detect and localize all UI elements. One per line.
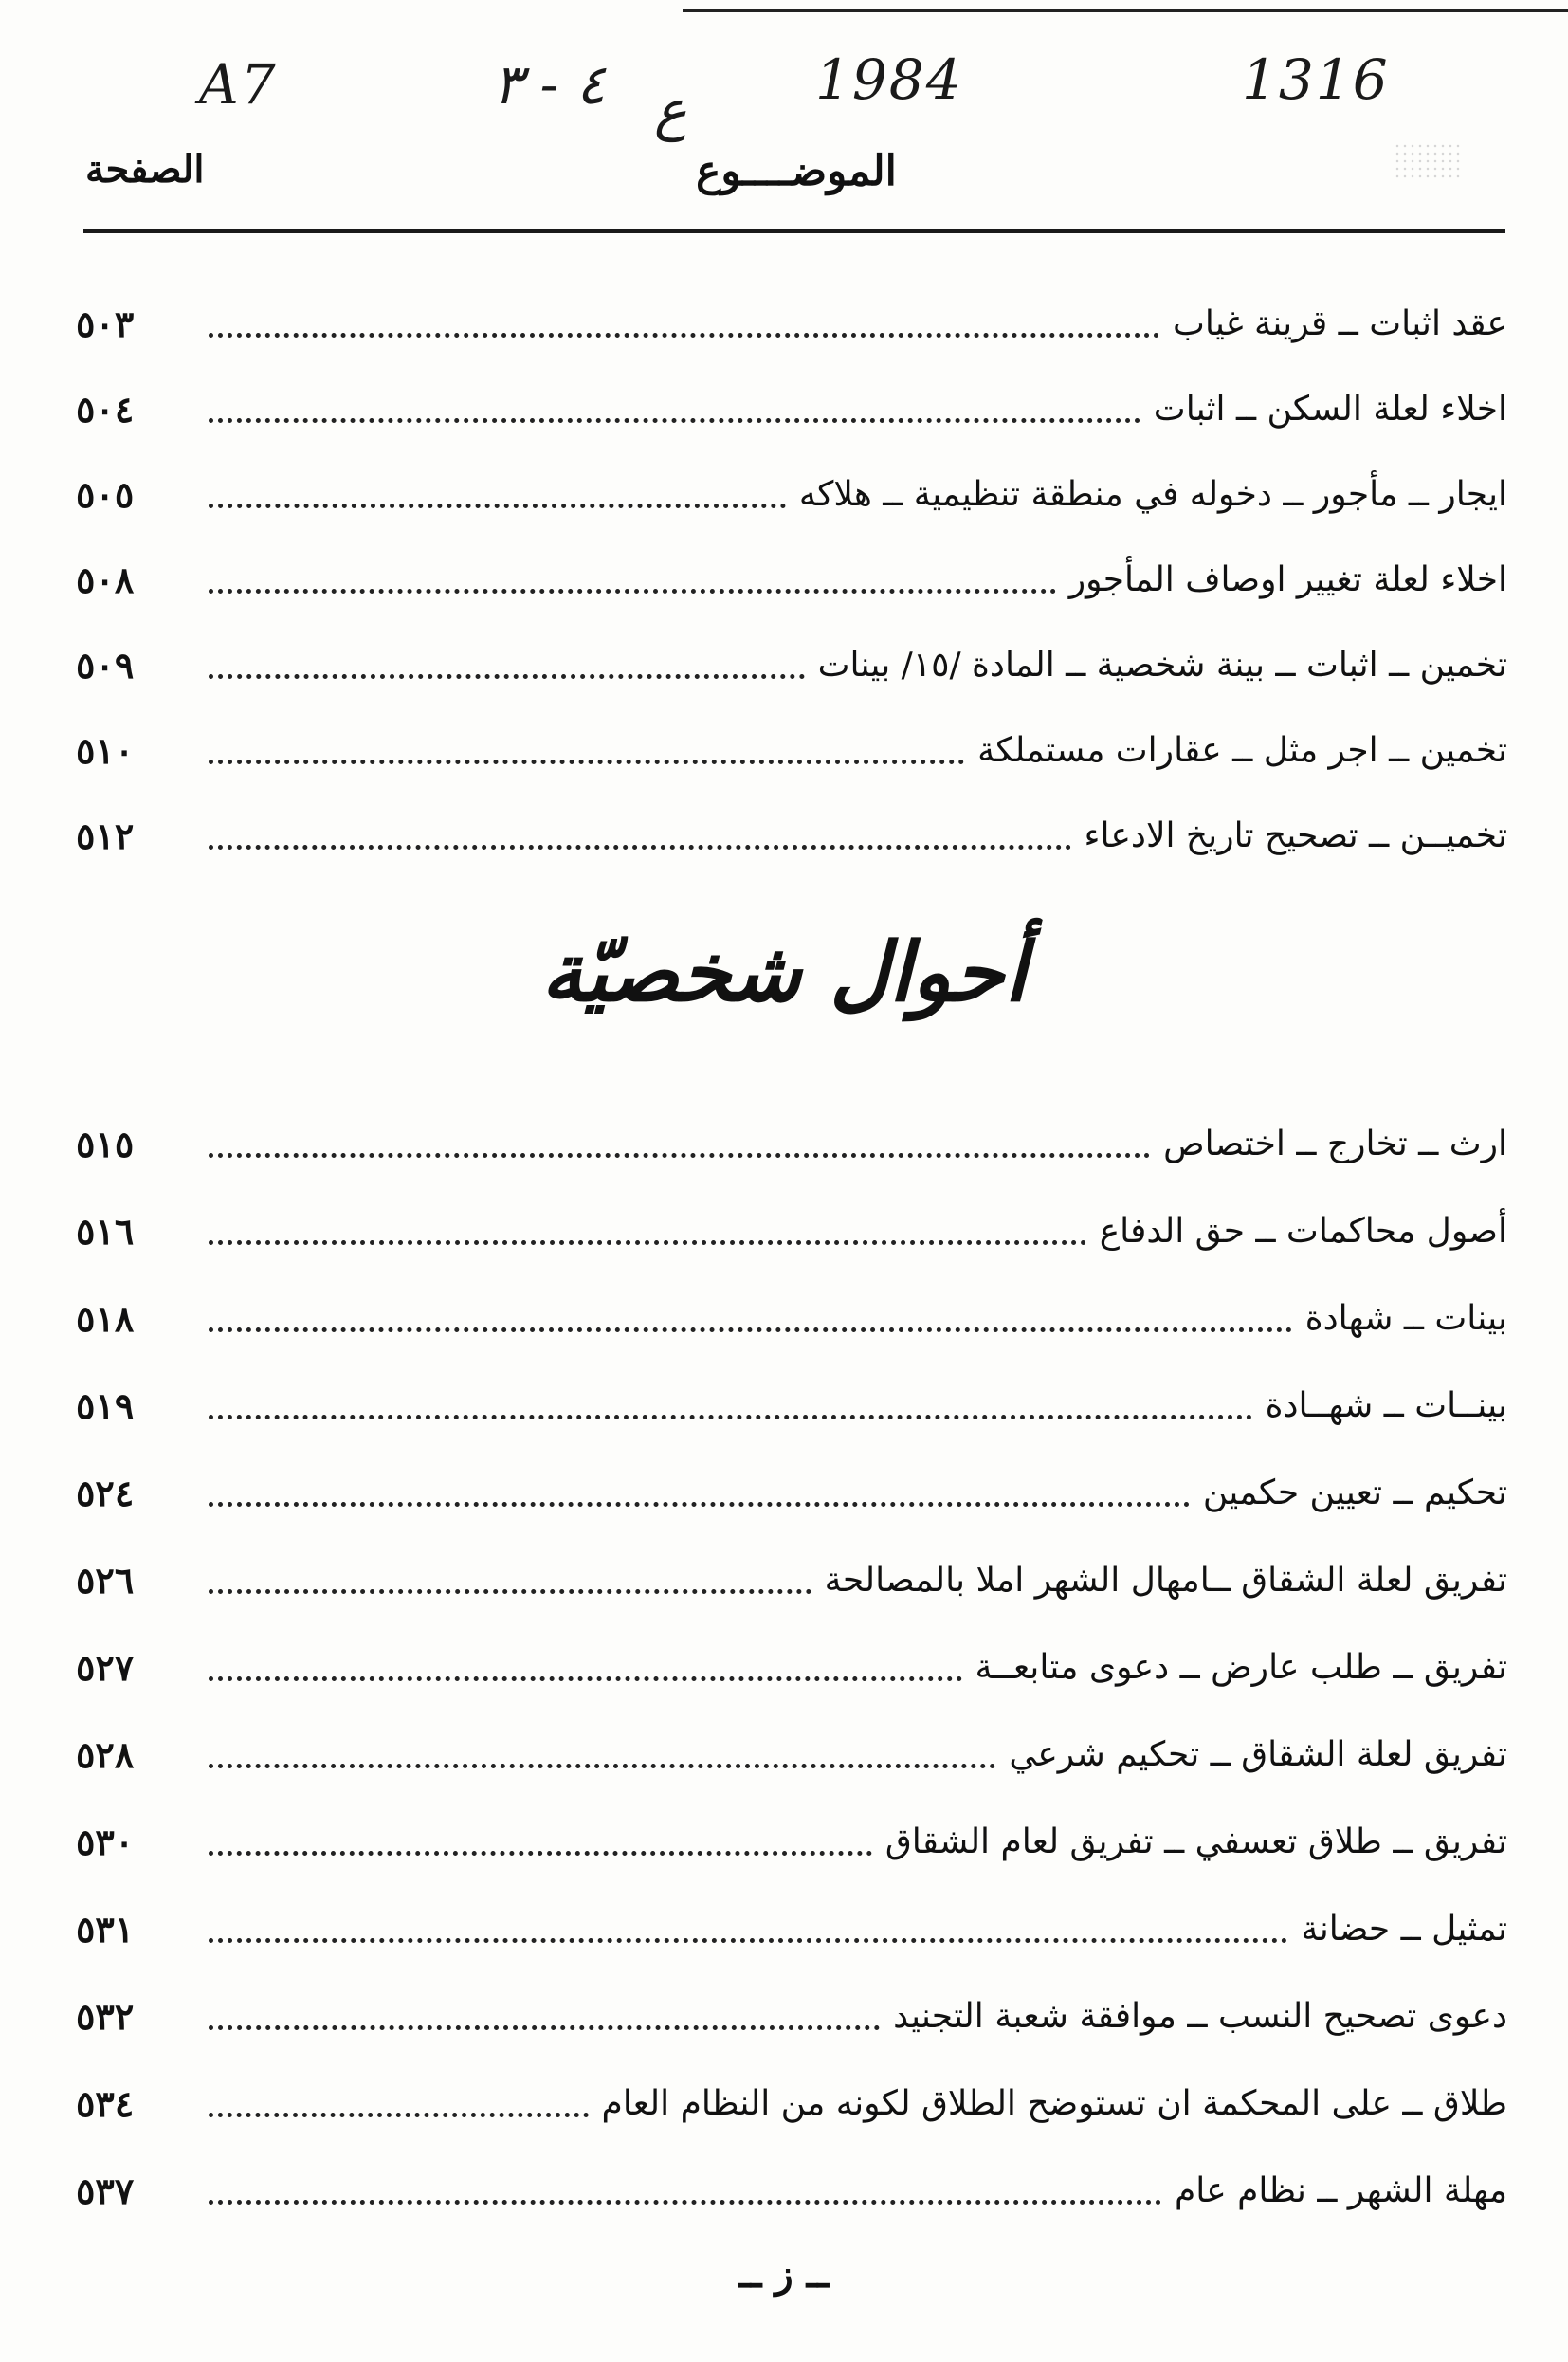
subject-column-label: الموضــــوع (696, 147, 897, 195)
leader-dots (209, 665, 805, 679)
leader-dots (209, 835, 1071, 850)
toc-entry (76, 1885, 1507, 1972)
entry-title: تفريق لعلة الشقاق ــ تحكيم شرعي (1009, 1734, 1507, 1774)
entry-page: ٥٣١ (76, 1907, 135, 1950)
entry-page: ٥٣٤ (76, 2081, 135, 2125)
entry-page: ٥١٨ (76, 1296, 135, 1340)
toc-entry (76, 1711, 1507, 1798)
toc-entry (76, 451, 1507, 537)
entry-title: تفريق ــ طلب عارض ــ دعوى متابعــة (975, 1647, 1507, 1687)
leader-dots (209, 2190, 1161, 2205)
toc-entry (76, 1100, 1507, 1187)
entry-page: ٥١٩ (76, 1383, 135, 1427)
toc-entry (76, 1187, 1507, 1274)
leader-dots (209, 1580, 811, 1594)
entry-page: ٥٢٦ (76, 1558, 135, 1602)
toc-entry (76, 2147, 1507, 2234)
entry-page: ٥١٦ (76, 1209, 135, 1253)
entry-title: بينات ــ شهادة (1304, 1298, 1507, 1338)
entry-title: بينــات ــ شهــادة (1265, 1385, 1507, 1425)
leader-dots (209, 1405, 1252, 1419)
entry-title: اخلاء لعلة السكن ــ اثبات (1153, 389, 1507, 429)
toc-entry (76, 537, 1507, 622)
toc-entry (76, 1362, 1507, 1449)
entry-title: تخميــن ــ تصحيح تاريخ الادعاء (1084, 815, 1507, 855)
handwritten-code-2: ٤ - ٣ (493, 52, 606, 117)
entry-page: ٥٢٤ (76, 1471, 135, 1514)
entry-title: عقد اثبات ــ قرينة غياب (1172, 303, 1507, 343)
leader-dots (209, 323, 1159, 338)
toc-header (66, 147, 1507, 204)
handwritten-number: 1316 (1242, 47, 1390, 112)
entry-title: تحكيم ــ تعيين حكمين (1202, 1473, 1507, 1512)
leader-dots (209, 409, 1140, 423)
page-marker: ــ ز ــ (738, 2252, 830, 2297)
entry-title: دعوى تصحيح النسب ــ موافقة شعبة التجنيد (893, 1996, 1507, 2036)
leader-dots (209, 1231, 1086, 1245)
entry-page: ٥٠٥ (76, 472, 135, 516)
entry-page: ٥١٥ (76, 1122, 135, 1165)
entry-title: تفريق ــ طلاق تعسفي ــ تفريق لعام الشقاق (884, 1822, 1507, 1861)
leader-dots (209, 494, 786, 508)
entry-page: ٥٠٣ (76, 302, 135, 345)
entry-title: تفريق لعلة الشقاق ــامهال الشهر املا بالمصالحة (824, 1560, 1507, 1600)
entry-page: ٥٣٠ (76, 1820, 135, 1863)
toc-entry (76, 1536, 1507, 1623)
leader-dots (209, 1754, 995, 1768)
toc-entry (76, 1274, 1507, 1362)
entry-page: ٥١٠ (76, 728, 135, 772)
leader-dots (209, 1667, 962, 1681)
leader-dots (209, 1144, 1150, 1158)
leader-dots (209, 579, 1056, 594)
entry-title: ايجار ــ مأجور ــ دخوله في منطقة تنظيمية ــ هلاكه (798, 474, 1507, 514)
entry-title: تخمين ــ اثبات ــ بينة شخصية ــ المادة /١٥/ بينات (817, 645, 1507, 685)
toc-entry (76, 1798, 1507, 1885)
entry-page: ٥٠٨ (76, 558, 135, 601)
handwritten-code-1: A7 (199, 52, 278, 117)
header-divider (83, 229, 1505, 233)
toc-entry (76, 707, 1507, 793)
toc-entry (76, 793, 1507, 878)
entry-page: ٥٢٧ (76, 1645, 135, 1689)
leader-dots (209, 1318, 1292, 1332)
toc-entry (76, 1972, 1507, 2060)
handwritten-year: 1984 (815, 47, 963, 112)
entry-page: ٥١٢ (76, 814, 135, 857)
toc-entry (76, 281, 1507, 366)
toc-entry (76, 1623, 1507, 1711)
entry-title: مهلة الشهر ــ نظام عام (1174, 2170, 1507, 2210)
entry-title: اخلاء لعلة تغيير اوصاف المأجور (1068, 559, 1507, 599)
toc-section-1 (76, 281, 1507, 878)
entry-title: تخمين ــ اجر مثل ــ عقارات مستملكة (977, 730, 1507, 770)
entry-page: ٥٠٤ (76, 387, 135, 430)
entry-page: ٥٣٢ (76, 1994, 135, 2038)
entry-page: ٥٢٨ (76, 1732, 135, 1776)
entry-title: تمثيل ــ حضانة (1301, 1909, 1507, 1949)
leader-dots (209, 1492, 1190, 1507)
entry-title: طلاق ــ على المحكمة ان تستوضح الطلاق لكونه من النظام العام (601, 2083, 1507, 2123)
leader-dots (209, 2103, 589, 2117)
top-edge-rule (683, 9, 1568, 12)
leader-dots (209, 1841, 872, 1856)
section-heading: أحوال شخصيّة (540, 925, 1027, 1020)
entry-page: ٥٣٧ (76, 2169, 135, 2212)
toc-entry (76, 366, 1507, 451)
leader-dots (209, 1929, 1287, 1943)
entry-page: ٥٠٩ (76, 643, 135, 687)
toc-entry (76, 622, 1507, 707)
toc-entry (76, 2060, 1507, 2147)
leader-dots (209, 2016, 880, 2030)
toc-section-2 (76, 1100, 1507, 2234)
entry-title: ارث ــ تخارج ــ اختصاص (1163, 1124, 1507, 1163)
page-column-label: الصفحة (85, 147, 205, 192)
toc-entry (76, 1449, 1507, 1536)
leader-dots (209, 750, 964, 764)
entry-title: أصول محاكمات ــ حق الدفاع (1099, 1211, 1507, 1251)
handwritten-code-3: ع (654, 78, 687, 142)
